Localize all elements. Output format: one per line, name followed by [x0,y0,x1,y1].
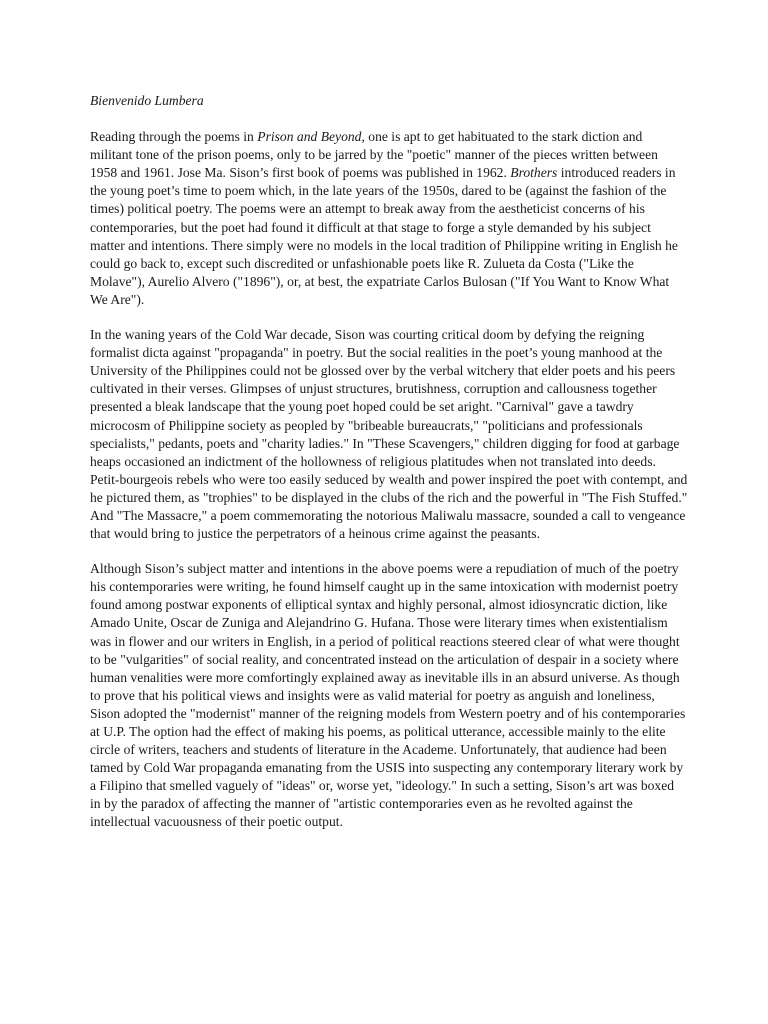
paragraph-1-text-b: one is apt to get habituated to the stark diction and militant tone of the prison poems, only to be jarred by the "poetic" manner of the pieces written between 1958 and 1961. Jose Ma. Sison’s first book of poems was published in 1962. [90,129,658,181]
paragraph-1 [90,128,688,309]
author-name: Bienvenido Lumbera [90,93,204,108]
paragraph-2: In the waning years of the Cold War decade, Sison was courting critical doom by defying the reigning formalist dicta against "propaganda" in poetry. But the social realities in the poet’s young manhood at the University of the Philippines could not be glossed over by the verbal witchery that elder poets and his peers cultivated in their verses. Glimpses of unjust structures, brutishness, corruption and callousness together presented a bleak landscape that the young poet hoped could be set aright. "Carnival" gave a tawdry microcosm of Philippine society as peopled by "bribeable bureaucrats," "politicians and professionals specialists," pedants, poets and "charity ladies." In "These Scavengers," children digging for food at garbage heaps occasioned an indictment of the hollowness of religious platitudes when not translated into deeds. Petit-bourgeois rebels who were too easily seduced by wealth and power inspired the poet with contempt, and he pictured them, as "trophies" to be displayed in the clubs of the rich and the powerful in "The Fish Stuffed." And "The Massacre," a poem commemorating the notorious Maliwalu massacre, sounded a call to vengeance that would bring to justice the perpetrators of a heinous crime against the peasants. [90,327,688,542]
book-title-brothers: Brothers [510,165,558,181]
paragraph-1-text-a: Reading through the poems in [90,129,258,145]
paragraph-3: Although Sison’s subject matter and intentions in the above poems were a repudiation of much of the poetry his contemporaries were writing, he found himself caught up in the same intoxication with modernist poetry found among postwar exponents of elliptical syntax and highly personal, almost idiosyncratic diction, like Amado Unite, Oscar de Zuniga and Alejandrino G. Hufana. Those were literary times when existentialism was in flower and our writers in English, in a period of political reactions steered clear of what were thought to be "vulgarities" of social reality, and concentrated instead on the articulation of despair in a society where human venalities were more comfortingly explained away as inevitable ills in an absurd universe. As though to prove that his political views and insights were as valid material for poetry as anguish and loneliness, Sison adopted the "modernist" manner of the reigning models from Western poetry and of his contemporaries at U.P. The option had the effect of making his poems, as political utterance, accessible mainly to the elite circle of writers, teachers and students of literature in the Academe. Unfortunately, that audience had been tamed by Cold War propaganda emanating from the USIS into suspecting any contemporary literary work by a Filipino that smelled vaguely of "ideas" or, worse yet, "ideology." In such a setting, Sison’s art was boxed in by the paradox of affecting the manner of "artistic contemporaries even as he revolted against the intellectual vacuousness of their poetic output. [90,561,686,830]
book-title-prison-and-beyond: Prison and Beyond, [257,129,365,145]
paragraph-1-text-c: introduced readers in the young poet’s time to poem which, in the late years of the 1950s, dared to be (against the fashion of the times) political poetry. The poems were an attempt to break away from the aestheticist concerns of his contemporaries, but the poet had found it difficult at that stage to forge a style demanded by his subject matter and intentions. There simply were no models in the local tradition of Philippine writing in English he could go back to, except such discredited or unfashionable poets like R. Zulueta da Costa ("Like the Molave"), Aurelio Alvero ("1896"), or, at best, the expatriate Carlos Bulosan ("If You Want to Know What We Are"). [90,165,678,307]
